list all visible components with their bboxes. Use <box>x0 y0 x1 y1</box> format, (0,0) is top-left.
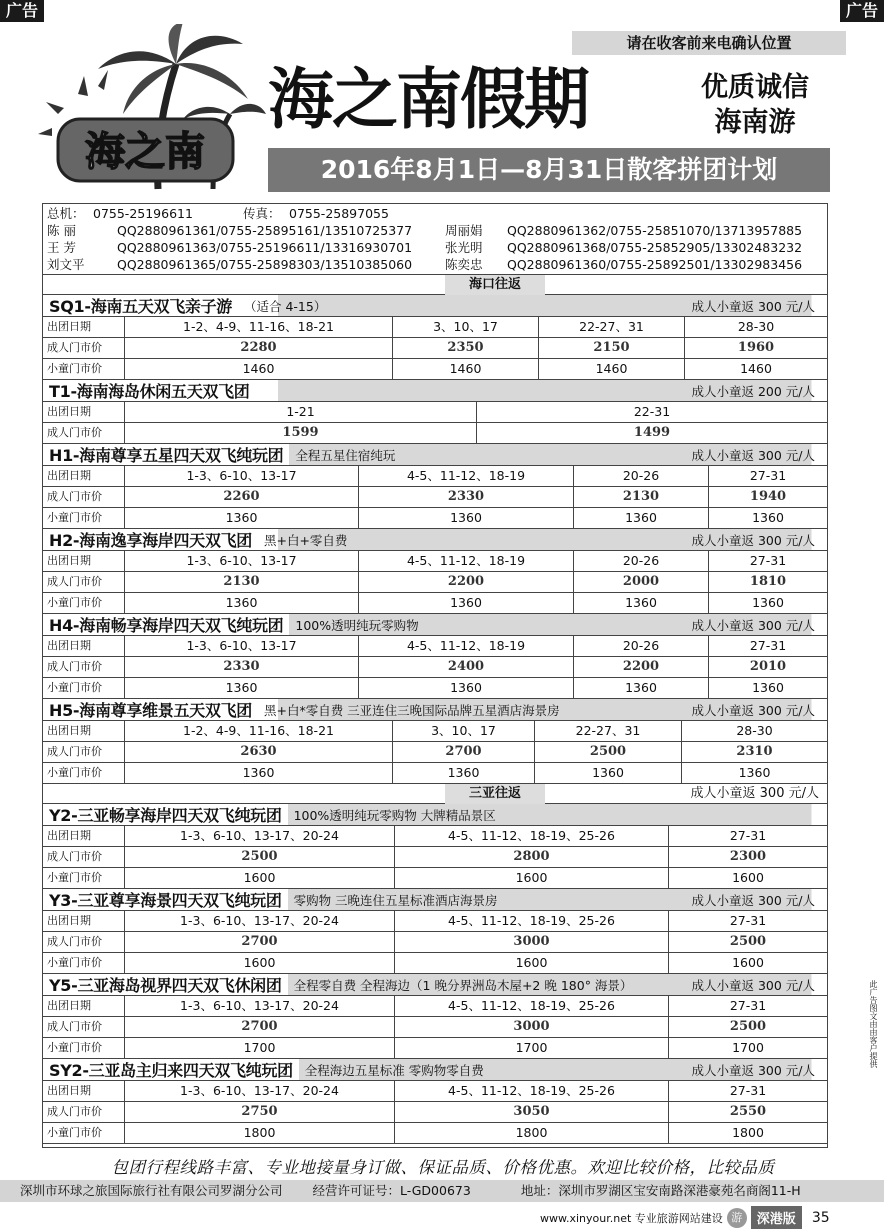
route-name: Y5-三亚海岛视界四天双飞休闲团 <box>43 974 288 996</box>
departure-dates: 4-5、11-12、18-19 <box>359 466 574 486</box>
route-name: H1-海南尊享五星四天双飞纯玩团 <box>43 444 289 466</box>
row-label: 成人门市价 <box>43 932 125 952</box>
row-label: 出团日期 <box>43 911 125 931</box>
price-cell: 1360 <box>752 595 784 610</box>
schedule-table <box>42 203 828 1148</box>
date-row <box>43 466 827 487</box>
row-label: 出团日期 <box>43 466 125 486</box>
price-cell: 1600 <box>395 953 669 973</box>
route-rebate: 成人小童返 300 元/人 <box>691 447 815 463</box>
page-number: 35 <box>811 1209 830 1226</box>
row-label: 成人门市价 <box>43 338 125 358</box>
route-title-row <box>43 295 827 317</box>
price-cell: 1600 <box>395 868 669 888</box>
route-description: 零购物 三晚连住五星标准酒店海景房 <box>293 892 498 908</box>
sanya-routes <box>43 804 827 1144</box>
adult-price-row <box>43 742 827 763</box>
departure-dates: 4-5、11-12、18-19 <box>359 636 574 656</box>
contact-name: 陈 丽 <box>47 223 76 238</box>
price-cell: 2700 <box>393 742 535 762</box>
route-block <box>43 295 827 380</box>
departure-dates: 27-31 <box>729 913 767 928</box>
route-name: Y3-三亚尊享海景四天双飞纯玩团 <box>43 889 288 911</box>
price-cell: 2130 <box>574 487 709 507</box>
ad-label-left: 广告 <box>0 0 44 22</box>
route-name: H5-海南尊享维景五天双飞团 <box>43 699 258 721</box>
route-description: 黑+白*零自费 三亚连住三晚国际品牌五星酒店海景房 <box>263 702 560 718</box>
price-cell: 1360 <box>125 593 359 613</box>
price-cell: 2550 <box>729 1104 767 1119</box>
contact-number: QQ2880961363/0755-25196611/13316930701 <box>117 240 413 255</box>
date-row <box>43 1081 827 1102</box>
route-title-row <box>43 529 827 551</box>
route-block <box>43 974 827 1059</box>
price-cell: 2200 <box>574 657 709 677</box>
price-cell: 3000 <box>395 1017 669 1037</box>
adult-price-row <box>43 338 827 359</box>
region-haikou <box>43 275 827 295</box>
departure-dates: 1-3、6-10、13-17 <box>125 551 359 571</box>
travel-logo-icon: 游 <box>727 1208 747 1228</box>
departure-dates: 1-2、4-9、11-16、18-21 <box>125 317 393 337</box>
row-label: 成人门市价 <box>43 1102 125 1122</box>
price-cell: 1460 <box>393 359 539 379</box>
route-rebate: 成人小童返 200 元/人 <box>691 383 815 399</box>
adult-price-row <box>43 423 827 444</box>
price-cell: 1360 <box>574 508 709 528</box>
contact-number: QQ2880961360/0755-25892501/13302983456 <box>507 257 803 272</box>
route-name: SY2-三亚岛主归来四天双飞纯玩团 <box>43 1059 299 1081</box>
route-name: Y2-三亚畅享海岸四天双飞纯玩团 <box>43 804 288 826</box>
departure-dates: 1-2、4-9、11-16、18-21 <box>125 721 393 741</box>
price-cell: 1360 <box>359 678 574 698</box>
contact-block <box>43 204 827 275</box>
side-note: 此广告图文由由客户提供 <box>869 980 878 1068</box>
row-label: 小童门市价 <box>43 593 125 613</box>
route-rebate: 成人小童返 300 元/人 <box>691 977 815 993</box>
route-description: 全程零自费 全程海边（1 晚分界洲岛木屋+2 晚 180° 海景） <box>293 977 633 993</box>
route-block <box>43 889 827 974</box>
child-price-row <box>43 678 827 699</box>
price-cell: 1960 <box>737 340 775 355</box>
child-price-row <box>43 359 827 380</box>
price-cell: 1460 <box>740 361 772 376</box>
departure-dates: 20-26 <box>574 636 709 656</box>
route-title-row <box>43 1059 827 1081</box>
departure-dates: 22-27、31 <box>535 721 682 741</box>
route-title-row <box>43 889 827 911</box>
adult-price-row <box>43 847 827 868</box>
price-cell: 1700 <box>125 1038 395 1058</box>
departure-dates: 20-26 <box>574 551 709 571</box>
departure-dates: 4-5、11-12、18-19、25-26 <box>395 826 669 846</box>
haikou-routes <box>43 295 827 784</box>
license-number: 经营许可证号：L-GD00673 <box>312 1183 471 1198</box>
company-bar <box>0 1180 884 1202</box>
price-cell: 2130 <box>125 572 359 592</box>
child-price-row <box>43 1123 827 1144</box>
price-cell: 2000 <box>574 572 709 592</box>
price-cell: 1360 <box>125 763 393 783</box>
departure-dates: 27-31 <box>749 553 787 568</box>
region-sanya <box>43 784 827 804</box>
company-name: 深圳市环球之旅国际旅行社有限公司罗湖分公司 <box>20 1183 283 1198</box>
footer-slogan: 包团行程线路丰富、专业地接量身订做、保证品质、价格优惠。欢迎比较价格，比较品质 <box>111 1158 775 1177</box>
date-row <box>43 402 827 423</box>
departure-dates: 27-31 <box>749 468 787 483</box>
row-label: 小童门市价 <box>43 678 125 698</box>
row-label: 成人门市价 <box>43 572 125 592</box>
price-cell: 1599 <box>125 423 477 443</box>
row-label: 成人门市价 <box>43 742 125 762</box>
departure-dates: 3、10、17 <box>393 317 539 337</box>
route-title-row <box>43 380 827 402</box>
price-cell: 2010 <box>749 659 787 674</box>
row-label: 出团日期 <box>43 1081 125 1101</box>
date-row <box>43 317 827 338</box>
departure-dates: 1-3、6-10、13-17、20-24 <box>125 826 395 846</box>
route-title-row <box>43 804 827 826</box>
region-title: 海口往返 <box>445 275 545 295</box>
contact-name: 刘文平 <box>47 257 85 272</box>
price-cell: 2500 <box>729 934 767 949</box>
route-description: 黑+白+零自费 <box>263 532 348 548</box>
price-cell: 1940 <box>749 489 787 504</box>
route-title-row <box>43 699 827 721</box>
price-cell: 1800 <box>395 1123 669 1143</box>
departure-dates: 28-30 <box>737 319 775 334</box>
row-label: 成人门市价 <box>43 657 125 677</box>
price-cell: 2350 <box>393 338 539 358</box>
child-price-row <box>43 953 827 974</box>
price-cell: 1360 <box>125 678 359 698</box>
slogan-line-2: 海南游 <box>714 107 796 138</box>
price-cell: 1810 <box>749 574 787 589</box>
price-cell: 1600 <box>732 870 764 885</box>
row-label: 出团日期 <box>43 826 125 846</box>
price-cell: 2500 <box>729 1019 767 1034</box>
departure-dates: 27-31 <box>729 998 767 1013</box>
price-cell: 2330 <box>125 657 359 677</box>
row-label: 出团日期 <box>43 636 125 656</box>
departure-dates: 4-5、11-12、18-19、25-26 <box>395 1081 669 1101</box>
row-label: 成人门市价 <box>43 1017 125 1037</box>
route-block <box>43 529 827 614</box>
child-price-row <box>43 868 827 889</box>
fax-value: 0755-25897055 <box>289 206 389 221</box>
date-row <box>43 996 827 1017</box>
route-rebate: 成人小童返 300 元/人 <box>691 617 815 633</box>
row-label: 小童门市价 <box>43 1038 125 1058</box>
route-name: T1-海南海岛休闲五天双飞团 <box>43 380 256 402</box>
departure-dates: 27-31 <box>729 1083 767 1098</box>
price-cell: 1700 <box>732 1040 764 1055</box>
date-row <box>43 636 827 657</box>
price-cell: 1499 <box>633 425 671 440</box>
route-rebate: 成人小童返 300 元/人 <box>691 702 815 718</box>
route-block <box>43 699 827 784</box>
price-cell: 1600 <box>732 955 764 970</box>
child-price-row <box>43 763 827 784</box>
logo-text: 海之南 <box>85 128 205 175</box>
row-label: 小童门市价 <box>43 1123 125 1143</box>
row-label: 小童门市价 <box>43 359 125 379</box>
contact-name: 张光明 <box>445 240 483 255</box>
notice-banner: 请在收客前来电确认位置 <box>572 31 846 55</box>
price-cell: 1460 <box>125 359 393 379</box>
departure-dates: 1-3、6-10、13-17、20-24 <box>125 911 395 931</box>
route-block <box>43 380 827 444</box>
date-row <box>43 826 827 847</box>
adult-price-row <box>43 572 827 593</box>
row-label: 成人门市价 <box>43 847 125 867</box>
route-name: SQ1-海南五天双飞亲子游 <box>43 295 238 317</box>
brand-logo <box>38 24 266 196</box>
departure-dates: 4-5、11-12、18-19、25-26 <box>395 996 669 1016</box>
adult-price-row <box>43 657 827 678</box>
route-name: H2-海南逸享海岸四天双飞团 <box>43 529 258 551</box>
slogan-line-1: 优质诚信 <box>701 72 809 103</box>
adult-price-row <box>43 932 827 953</box>
price-cell: 2500 <box>125 847 395 867</box>
departure-dates: 3、10、17 <box>393 721 535 741</box>
child-price-row <box>43 508 827 529</box>
row-label: 出团日期 <box>43 996 125 1016</box>
row-label: 成人门市价 <box>43 423 125 443</box>
departure-dates: 1-3、6-10、13-17 <box>125 636 359 656</box>
adult-price-row <box>43 1017 827 1038</box>
route-title-row <box>43 614 827 636</box>
site-url[interactable]: www.xinyour.net 专业旅游网站建设 <box>540 1211 723 1225</box>
price-cell: 2280 <box>125 338 393 358</box>
price-cell: 1800 <box>732 1125 764 1140</box>
departure-dates: 20-26 <box>574 466 709 486</box>
price-cell: 2330 <box>359 487 574 507</box>
contact-name: 王 芳 <box>47 240 76 255</box>
price-cell: 2300 <box>729 849 767 864</box>
contact-number: QQ2880961365/0755-25898303/13510385060 <box>117 257 413 272</box>
route-rebate: 成人小童返 300 元/人 <box>691 532 815 548</box>
adult-price-row <box>43 487 827 508</box>
row-label: 小童门市价 <box>43 868 125 888</box>
price-cell: 2400 <box>359 657 574 677</box>
region-title: 三亚往返 <box>445 784 545 804</box>
route-description: 100%透明纯玩零购物 <box>295 617 419 633</box>
departure-dates: 22-27、31 <box>539 317 685 337</box>
price-cell: 1360 <box>359 508 574 528</box>
row-label: 出团日期 <box>43 317 125 337</box>
adult-price-row <box>43 1102 827 1123</box>
price-cell: 2260 <box>125 487 359 507</box>
price-cell: 2700 <box>125 1017 395 1037</box>
price-cell: 3000 <box>395 932 669 952</box>
route-title-row <box>43 974 827 996</box>
price-cell: 2310 <box>736 744 773 759</box>
contact-number: QQ2880961361/0755-25895161/13510725377 <box>117 223 413 238</box>
contact-name: 陈奕忠 <box>445 257 483 272</box>
contact-number: QQ2880961362/0755-25851070/13713957885 <box>507 223 803 238</box>
departure-dates: 1-3、6-10、13-17、20-24 <box>125 996 395 1016</box>
price-cell: 1360 <box>125 508 359 528</box>
date-row <box>43 911 827 932</box>
phone-value: 0755-25196611 <box>93 206 193 221</box>
contact-number: QQ2880961368/0755-25852905/13302483232 <box>507 240 803 255</box>
child-price-row <box>43 593 827 614</box>
departure-dates: 1-3、6-10、13-17 <box>125 466 359 486</box>
route-description: 100%透明纯玩零购物 大牌精品景区 <box>293 807 496 823</box>
price-cell: 1460 <box>539 359 685 379</box>
route-title-row <box>43 444 827 466</box>
route-block <box>43 614 827 699</box>
route-block <box>43 1059 827 1144</box>
row-label: 成人门市价 <box>43 487 125 507</box>
price-cell: 2800 <box>395 847 669 867</box>
contact-name: 周丽娟 <box>445 223 483 238</box>
fax-label: 传真： <box>243 206 281 221</box>
phone-label: 总机： <box>47 206 85 221</box>
price-cell: 2700 <box>125 932 395 952</box>
route-rebate: 成人小童返 300 元/人 <box>691 298 815 314</box>
price-cell: 1360 <box>535 763 682 783</box>
price-cell: 1800 <box>125 1123 395 1143</box>
row-label: 出团日期 <box>43 402 125 422</box>
edition-label: 深港版 <box>751 1206 802 1229</box>
price-cell: 1360 <box>738 765 771 780</box>
departure-dates: 22-31 <box>633 404 671 419</box>
slogan <box>680 70 830 140</box>
date-row <box>43 721 827 742</box>
route-block <box>43 804 827 889</box>
departure-dates: 1-3、6-10、13-17、20-24 <box>125 1081 395 1101</box>
route-description: 全程海边五星标准 零购物零自费 <box>304 1062 484 1078</box>
row-label: 小童门市价 <box>43 763 125 783</box>
price-cell: 1600 <box>125 953 395 973</box>
page-footer <box>540 1206 830 1229</box>
price-cell: 1360 <box>359 593 574 613</box>
price-cell: 2150 <box>539 338 685 358</box>
departure-dates: 28-30 <box>736 723 773 738</box>
price-cell: 1360 <box>574 678 709 698</box>
row-label: 出团日期 <box>43 721 125 741</box>
price-cell: 1360 <box>752 680 784 695</box>
row-label: 出团日期 <box>43 551 125 571</box>
departure-dates: 27-31 <box>749 638 787 653</box>
price-cell: 2630 <box>125 742 393 762</box>
region-rebate: 成人小童返 300 元/人 <box>690 786 819 801</box>
row-label: 小童门市价 <box>43 508 125 528</box>
price-cell: 1360 <box>574 593 709 613</box>
route-description: 全程五星住宿纯玩 <box>295 447 396 463</box>
departure-dates: 4-5、11-12、18-19 <box>359 551 574 571</box>
route-rebate: 成人小童返 300 元/人 <box>691 892 815 908</box>
price-cell: 2750 <box>125 1102 395 1122</box>
ad-label-right: 广告 <box>840 0 884 22</box>
price-cell: 1600 <box>125 868 395 888</box>
route-block <box>43 444 827 529</box>
departure-dates: 4-5、11-12、18-19、25-26 <box>395 911 669 931</box>
schedule-banner: 2016年8月1日—8月31日散客拼团计划 <box>268 148 830 192</box>
company-address: 地址：深圳市罗湖区宝安南路深港豪苑名商阁11-H <box>520 1183 801 1198</box>
price-cell: 1360 <box>393 763 535 783</box>
date-row <box>43 551 827 572</box>
departure-dates: 27-31 <box>729 828 767 843</box>
departure-dates: 1-21 <box>125 402 477 422</box>
price-cell: 1700 <box>395 1038 669 1058</box>
brand-title: 海之南假期 <box>268 60 588 138</box>
price-cell: 1360 <box>752 510 784 525</box>
row-label: 小童门市价 <box>43 953 125 973</box>
route-rebate: 成人小童返 300 元/人 <box>691 1062 815 1078</box>
route-name: H4-海南畅享海岸四天双飞纯玩团 <box>43 614 289 636</box>
price-cell: 2500 <box>535 742 682 762</box>
route-description: （适合 4-15） <box>244 298 327 314</box>
price-cell: 2200 <box>359 572 574 592</box>
price-cell: 3050 <box>395 1102 669 1122</box>
child-price-row <box>43 1038 827 1059</box>
